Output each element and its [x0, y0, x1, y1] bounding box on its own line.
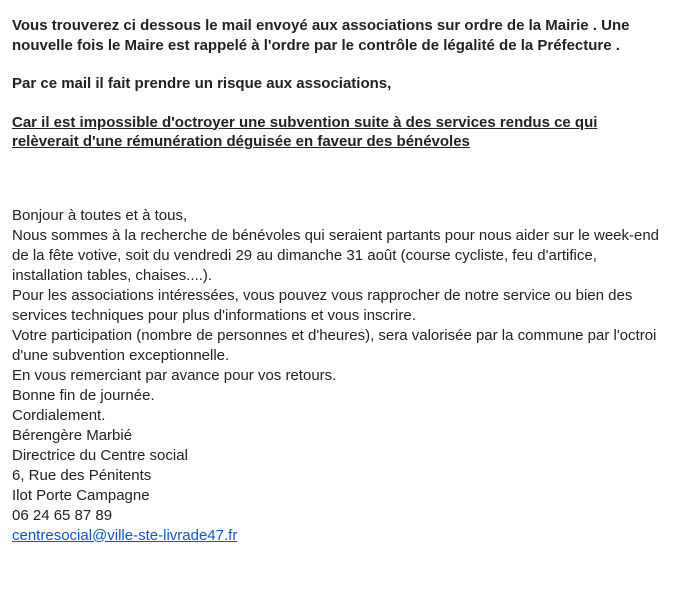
quoted-email — [12, 206, 664, 546]
intro-paragraph-1: Vous trouverez ci dessous le mail envoyé aux associations sur ordre de la Mairie . Une nouvelle fois le Maire est rappelé à l'ordre par le contrôle de légalité de la Préfecture . — [12, 17, 630, 54]
section-spacer — [12, 152, 664, 206]
signature-title: Directrice du Centre social — [12, 446, 188, 464]
email-paragraph-subsidy: Votre participation (nombre de personnes et d'heures), sera valorisée par la commune par l'octroi d'une subvention exceptionnelle. — [12, 326, 657, 364]
email-greeting: Bonjour à toutes et à tous, — [12, 206, 188, 224]
spacer — [12, 55, 664, 74]
email-thanks: En vous remerciant par avance pour vos retours. — [12, 366, 337, 384]
email-closing-regards: Cordialement. — [12, 406, 106, 424]
intro-warning-paragraph: Car il est impossible d'octroyer une subvention suite à des services rendus ce qui relèverait d'une rémunération déguisée en faveur des bénévoles — [12, 113, 598, 150]
email-paragraph-volunteers: Nous sommes à la recherche de bénévoles qui seraient partants pour nous aider sur le week-end de la fête votive, soit du vendredi 29 au dimanche 31 août (course cycliste, feu d'artifice, installation tables, chaises....). — [12, 226, 660, 284]
email-paragraph-associations: Pour les associations intéressées, vous pouvez vous rapprocher de notre service ou bien des services techniques pour plus d'informations et vous inscrire. — [12, 286, 633, 324]
intro-paragraph-2: Par ce mail il fait prendre un risque aux associations, — [12, 75, 392, 92]
spacer — [12, 94, 664, 113]
signature-name: Bérengère Marbié — [12, 426, 133, 444]
intro-commentary — [12, 16, 664, 152]
email-closing-day: Bonne fin de journée. — [12, 386, 155, 404]
signature-address-area: Ilot Porte Campagne — [12, 486, 150, 504]
signature-email-line — [12, 526, 664, 546]
signature-address-street: 6, Rue des Pénitents — [12, 466, 152, 484]
signature-email-link[interactable]: centresocial@ville-ste-livrade47.fr — [12, 526, 238, 544]
signature-phone: 06 24 65 87 89 — [12, 506, 113, 524]
